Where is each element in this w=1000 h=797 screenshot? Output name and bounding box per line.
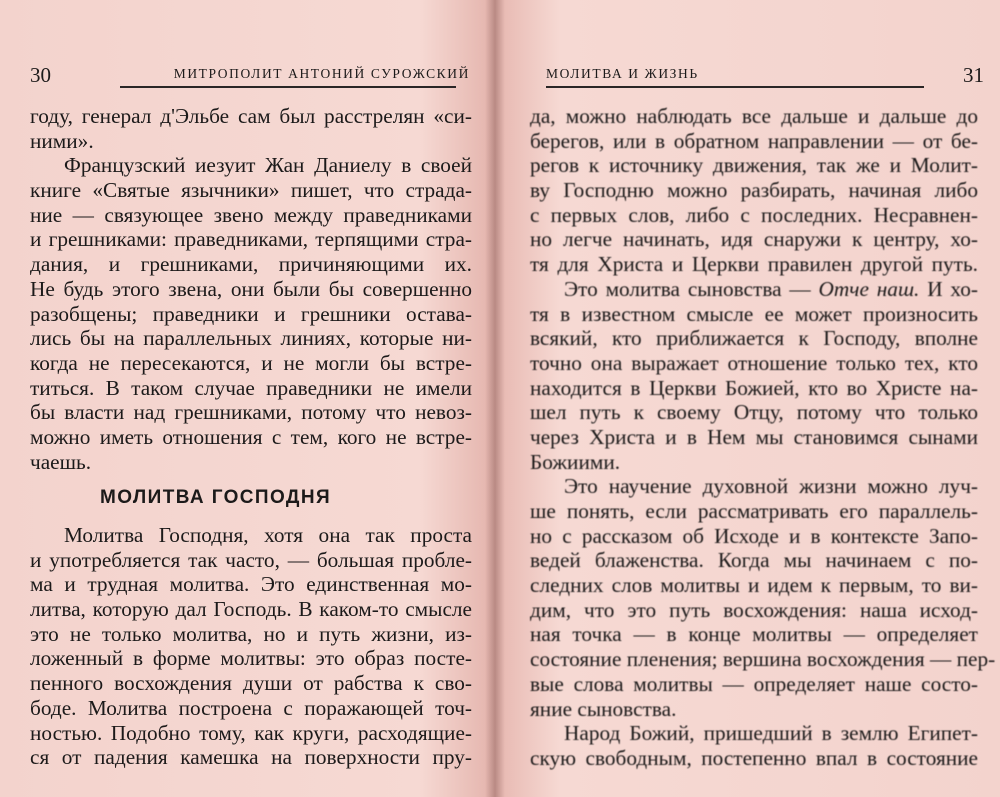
text-line [30,745,472,770]
text-line [530,573,978,598]
text-line-content: всякий, кто приближается к Господу, вполне [530,326,978,351]
text-line [30,400,472,425]
text-line [30,523,472,548]
text-line [30,326,472,351]
text-line [530,524,978,549]
text-line-content: да, можно наблюдать все дальше и дальше до [530,104,978,128]
right-page-body [530,104,996,771]
text-line-content: Молитва Господня, хотя она так проста [64,523,472,547]
text-line-content: Божиими. [530,449,621,474]
text-line-content: ложенный в форме молитвы: это образ посте- [30,646,472,671]
text-line [530,153,978,178]
text-line-content: боде. Молитва построена с поражающей точ- [30,695,472,720]
text-line [530,672,978,697]
text-line [530,474,978,499]
text-line [530,450,978,475]
text-line-content: состояние пленения; вершина восхождения — пер- [530,647,996,672]
text-line [30,450,472,475]
text-line [530,499,978,524]
text-line-tail: И хо- [919,276,978,301]
text-line-content: это не только молитва, но и путь жизни, из- [30,621,472,646]
text-line [30,425,472,450]
text-line [530,203,978,228]
text-line-content: чаешь. [30,449,92,474]
text-line-content: литва, которую дал Господь. В каком-то смысле [30,597,472,622]
text-line-content: ма и трудная молитва. Это единственная мо- [30,572,472,597]
left-running-head [30,63,484,88]
text-line-content: ностью. Подобно тому, как круги, расходящие- [30,720,472,745]
text-line [530,252,978,277]
text-line [30,548,472,573]
text-line-content: лись бы на параллельных линиях, которые ни- [30,326,472,351]
text-line [30,696,472,721]
text-line-content: ву Господню можно разбирать, начиная либо [530,178,978,203]
left-page-number: 30 [30,63,51,87]
text-line-content: Не будь этого звена, они были бы совершенно [30,276,472,301]
text-line-content: Народ Божий, пришедший в землю Египет- [564,721,978,746]
text-line-content: книге «Святые язычники» пишет, что страда- [30,178,472,203]
text-line-content: когда не пересекаются, и не могли бы встре- [30,350,472,375]
text-line [30,302,472,327]
text-line-content: берегов, или в обратном направлении — от бе- [530,128,978,153]
text-line-content: дания, и грешниками, причиняющими их. [30,252,472,277]
text-line [530,697,978,722]
text-line-content: тя для Христа и Церкви правилен другой путь. [530,252,978,277]
left-running-title: МИТРОПОЛИТ АНТОНИЙ СУРОЖСКИЙ [173,66,470,81]
text-line [530,277,978,302]
text-line-content: разобщены; праведники и грешники остава- [30,301,472,326]
text-line-content: ная точка — в конце молитвы — определяет [530,622,978,647]
left-paragraphs-after-heading [30,523,472,770]
text-line-content: но легче начинать, идя снаружи к центру, хо- [530,227,978,252]
text-line [530,302,978,327]
text-line [30,721,472,746]
text-line-content: ше понять, если рассматривать его параллель- [530,499,978,523]
text-line [30,671,472,696]
text-line [30,277,472,302]
text-line-content: Французский иезуит Жан Даниелу в своей [64,153,472,178]
text-line [530,746,978,771]
text-line [530,400,978,425]
text-line-content: ся от падения камешка на поверхности пру- [30,745,472,770]
text-line [530,647,996,672]
text-line [30,129,472,154]
text-line-content: можно иметь отношения с тем, кого не встре- [30,424,472,449]
left-page [0,0,494,797]
section-heading: МОЛИТВА ГОСПОДНЯ [100,487,332,509]
text-line [530,326,978,351]
right-header-rule [546,86,924,88]
text-line-content: тя в известном смысле ее может произносить [530,301,978,326]
text-line [530,104,978,129]
text-line [30,104,472,129]
text-line-content: яние сыновства. [530,696,677,721]
left-paragraphs-before-heading [30,104,472,474]
text-line [530,351,978,376]
text-line-content: и грешниками: праведниками, терпящими стра- [30,227,472,252]
text-line-content: и употребляется так часто, — большая пробле- [30,547,472,572]
text-line-content: Это молитва сыновства — [564,276,819,301]
text-line-content: скую свободным, постепенно впал в состояние [530,745,978,770]
text-line-content: Это научение духовной жизни можно луч- [564,474,978,499]
text-line-content: году, генерал д'Эльбе сам был расстрелян «си- [30,104,472,128]
text-line [530,376,978,401]
text-line [530,178,978,203]
text-line-content: через Христа и в Нем мы становимся сынами [530,424,978,449]
text-line-content: регов к источнику движения, так же и Молит- [530,153,978,178]
text-line-content: вые слова молитвы — определяет наше состо- [530,671,978,696]
text-line-content: точно она выражает отношение только тех, кто [530,350,978,375]
text-line [530,622,978,647]
text-line [30,178,472,203]
text-line [530,129,978,154]
right-running-title: МОЛИТВА И ЖИЗНЬ [546,66,699,81]
right-page [506,0,1000,797]
text-line [30,622,472,647]
italic-phrase: Отче наш. [818,276,920,301]
text-line [530,227,978,252]
text-line-content: находится в Церкви Божией, кто во Христе на- [530,375,978,400]
text-line-content: следних слов молитвы и идем к первым, то ви- [530,573,978,598]
left-page-body [30,104,472,770]
text-line [30,376,472,401]
text-line [30,153,472,178]
text-line [530,548,978,573]
text-line-content: бы власти над грешниками, потому что невоз- [30,400,472,425]
text-line-content: ние — связующее звено между праведниками [30,202,472,227]
text-line-content: дим, что это путь восхождения: наша исход- [530,597,978,622]
text-line-content: ними». [30,128,94,153]
text-line [30,227,472,252]
text-line [30,203,472,228]
text-line [530,425,978,450]
text-line [530,721,978,746]
text-line [30,646,472,671]
text-line [30,252,472,277]
text-line-content: с первых слов, либо с последних. Несравнен- [530,202,978,227]
text-line-content: шел путь к своему Отцу, потому что только [530,400,978,425]
text-line [30,351,472,376]
text-line-content: пенного восхождения души от рабства к сво- [30,671,472,696]
text-line [530,598,978,623]
text-line [30,597,472,622]
left-header-rule [120,86,456,88]
text-line-content: ведей блаженства. Когда мы начинаем с по- [530,548,978,573]
text-line [30,572,472,597]
right-page-number: 31 [963,63,984,87]
right-running-head [536,63,984,88]
text-line-content: но с рассказом об Исходе и в контексте Запо- [530,523,978,548]
text-line-content: титься. В таком случае праведники не имели [30,375,472,400]
